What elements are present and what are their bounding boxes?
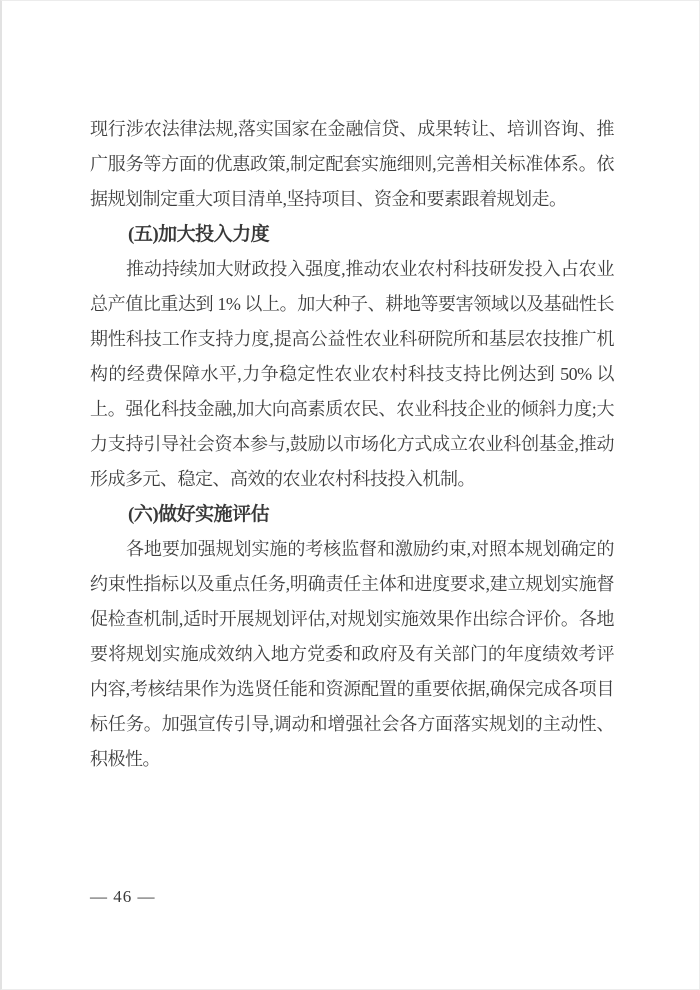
paragraph-continuation: 现行涉农法律法规,落实国家在金融信贷、成果转让、培训咨询、推广服务等方面的优惠政策,制定配套实施细则,完善相关标准体系。依据规划制定重大项目清单,坚持项目、资金和要素跟着规划走。 <box>90 119 614 209</box>
page-number: — 46 — <box>90 887 156 906</box>
section-heading-6: (六)做好实施评估 <box>128 504 270 525</box>
section-heading-5: (五)加大投入力度 <box>128 224 270 245</box>
page-content <box>90 112 614 777</box>
paragraph-section-6: 各地要加强规划实施的考核监督和激励约束,对照本规划确定的约束性指标以及重点任务,明确责任主体和进度要求,建立规划实施督促检查机制,适时开展规划评估,对规划实施效果作出综合评价。各地要将规划实施成效纳入地方党委和政府及有关部门的年度绩效考评内容,考核结果作为选贤任能和资源配置的重要依据,确保完成各项目标任务。加强宣传引导,调动和增强社会各方面落实规划的主动性、积极性。 <box>90 539 614 769</box>
paragraph-section-5: 推动持续加大财政投入强度,推动农业农村科技研发投入占农业总产值比重达到 1% 以上。加大种子、耕地等要害领域以及基础性长期性科技工作支持力度,提高公益性农业科研院所和基层农技推广机构的经费保障水平,力争稳定性农业农村科技支持比例达到 50% 以上。强化科技金融,加大向高素质农民、农业科技企业的倾斜力度;大力支持引导社会资本参与,鼓励以市场化方式成立农业科创基金,推动形成多元、稳定、高效的农业农村科技投入机制。 <box>90 259 614 489</box>
